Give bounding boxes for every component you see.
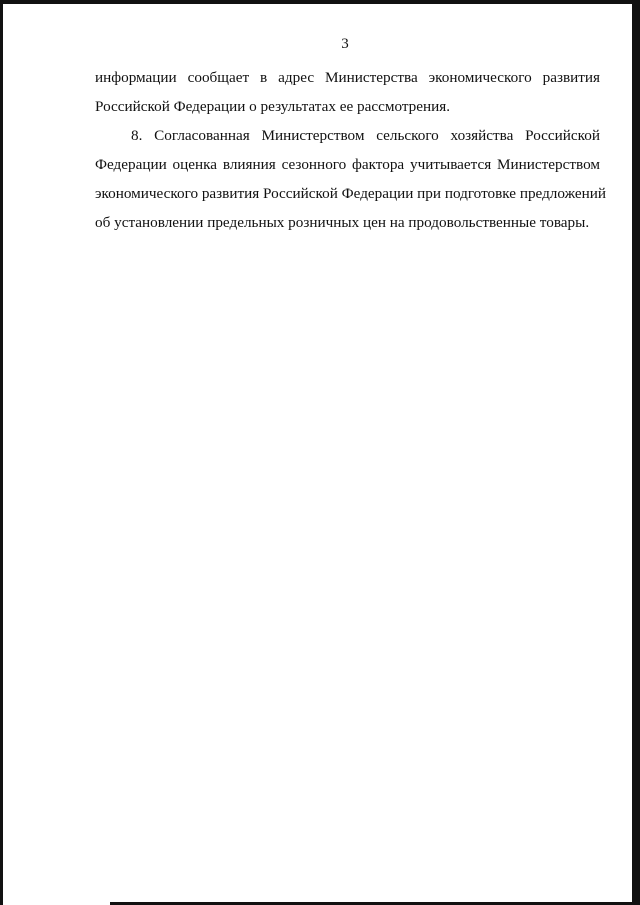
text-line: Федерации оценка влияния сезонного фактора учитывается Министерством <box>95 156 600 173</box>
paragraph-continued <box>95 63 600 121</box>
document-body <box>95 63 607 237</box>
scan-border-top <box>0 0 640 4</box>
text-line: экономического развития Российской Федерации при подготовке предложений <box>95 185 607 202</box>
text-line: 8. Согласованная Министерством сельского хозяйства Российской <box>131 127 600 144</box>
page-number: 3 <box>341 36 349 52</box>
scan-border-right <box>632 0 640 905</box>
scan-border-left <box>0 0 3 905</box>
text-line: Российской Федерации о результатах ее рассмотрения. <box>95 98 451 115</box>
paragraph-item-8 <box>95 121 607 237</box>
text-line: об установлении предельных розничных цен на продовольственные товары. <box>95 214 590 231</box>
text-line: информации сообщает в адрес Министерства экономического развития <box>95 69 600 86</box>
